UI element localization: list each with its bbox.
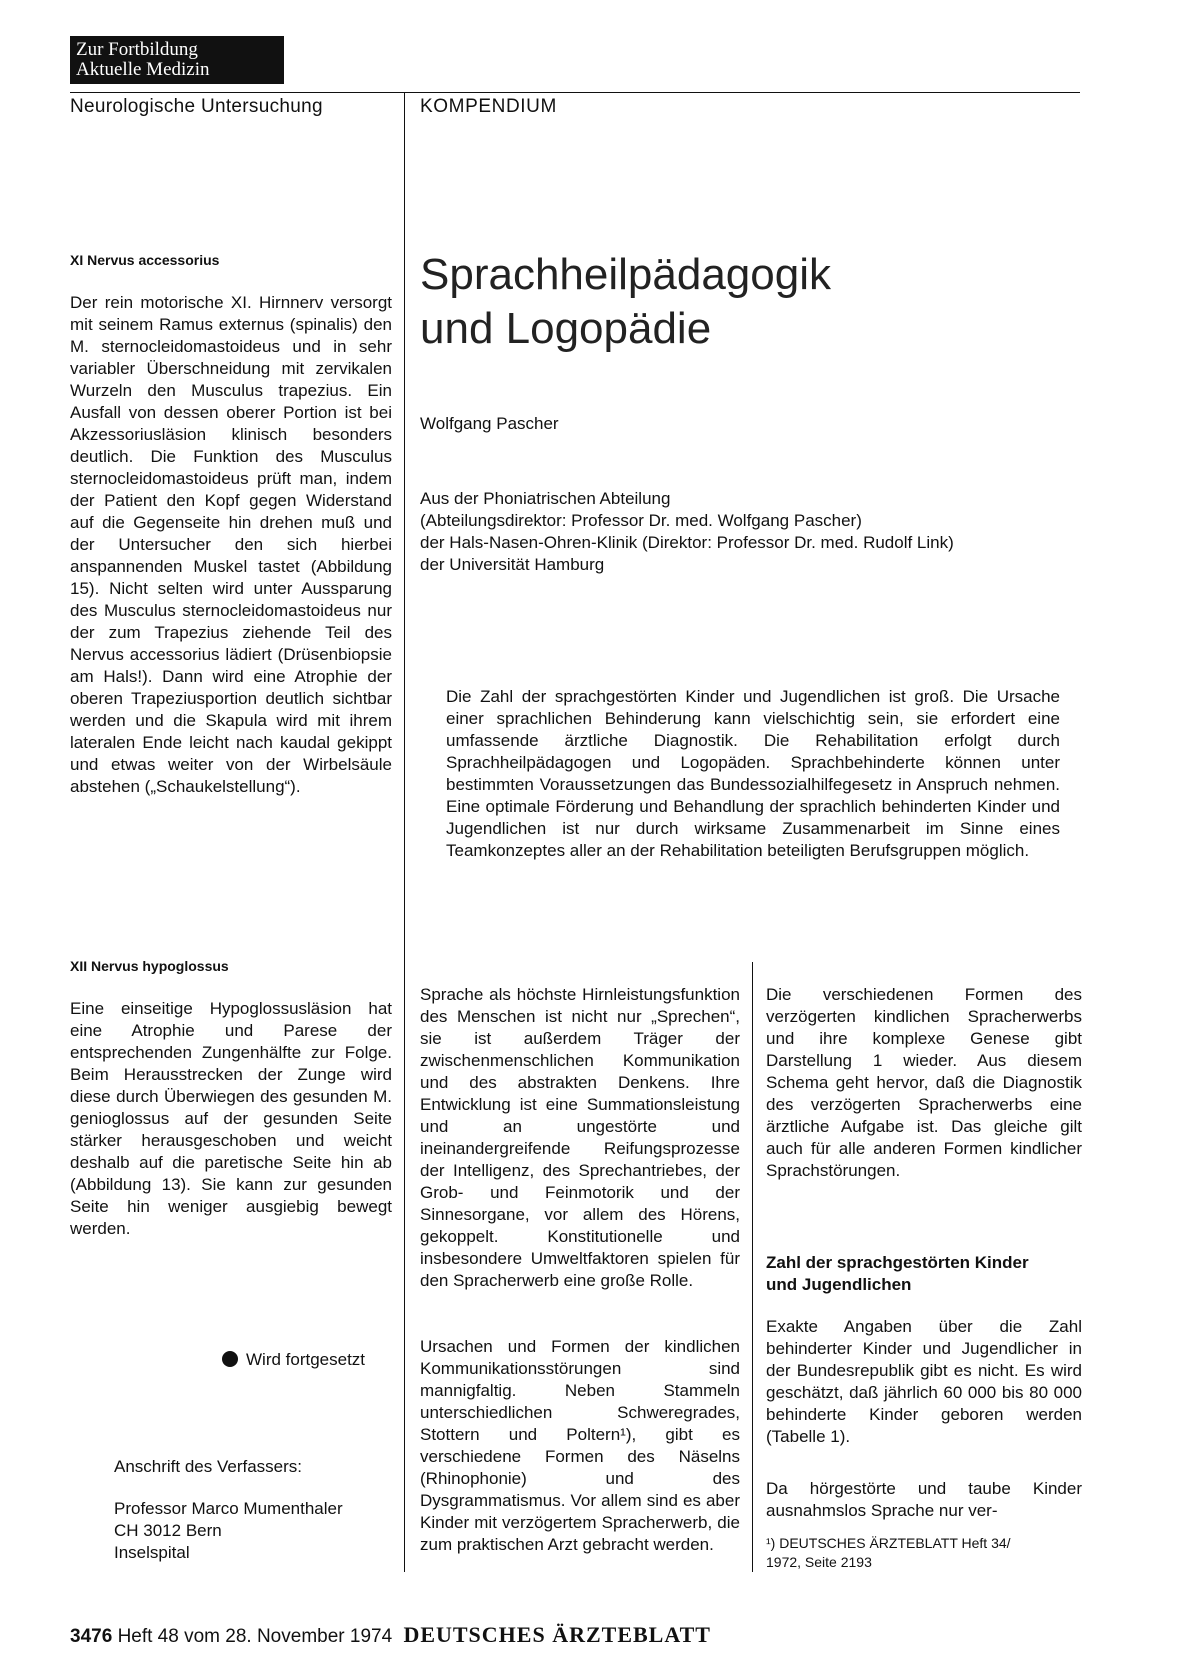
footnote [766, 1534, 1011, 1572]
paragraph-hoergestoert: Da hörgestörte und taube Kinder ausnahmslos Sprache nur ver- [766, 1479, 1082, 1520]
header-rule [70, 92, 1080, 93]
section-title-right: KOMPENDIUM [420, 96, 557, 117]
paragraph-ursachen: Ursachen und Formen der kindlichen Kommunikationsstörungen sind mannigfaltig. Neben Stammeln unterschiedlichen Schweregrades, Stottern und Poltern¹), gibt es verschiedene Formen des Näselns (Rhinophonie) und des Dysgrammatismus. Vor allem sind es aber Kinder mit verzögertem Spracherwerb, die zum praktischen Arzt gebracht werden. [420, 1337, 740, 1554]
affiliation [420, 488, 954, 576]
continued-note [222, 1350, 365, 1370]
badge-line-1: Zur Fortbildung [76, 39, 198, 60]
paragraph-formen: Die verschiedenen Formen des verzögerten kindlichen Spracherwerbs und ihre komplexe Genese gibt Darstellung 1 wieder. Aus diesem Schema geht hervor, daß die Diagnostik des verzögerten Spracherwerbs eine ärztliche Aufgabe ist. Das gleiche gilt auch für alle anderen Formen kindlicher Sprachstörungen. [766, 985, 1082, 1180]
footnote-line-1: ¹) DEUTSCHES ÄRZTEBLATT Heft 34/ [766, 1535, 1011, 1551]
affiliation-line-4: der Universität Hamburg [420, 555, 605, 574]
heading-zahl [766, 1252, 1029, 1296]
affiliation-line-2: (Abteilungsdirektor: Professor Dr. med. Wolfgang Pascher) [420, 511, 862, 530]
address-label: Anschrift des Verfassers: [114, 1457, 303, 1476]
address-institution: Inselspital [114, 1543, 190, 1562]
article-title [420, 248, 831, 356]
address-name: Professor Marco Mumenthaler [114, 1499, 343, 1518]
abstract: Die Zahl der sprachgestörten Kinder und Jugendlichen ist groß. Die Ursache einer sprachlichen Behinderung kann vielschichtig sein, sie erfordert eine umfassende ärztliche Diagnostik. Die Rehabilitation erfolgt durch Sprachheilpädagogen und Logopäden. Sprachbehinderte können unter bestimmten Voraussetzungen das Bundessozialhilfegesetz in Anspruch nehmen. Eine optimale Förderung und Behandlung der sprachlich behinderten Kinder und Jugendlichen ist nur durch wirksame Zusammenarbeit im Sinne eines Teamkonzeptes aller an der Rehabilitation beteiligten Berufsgruppen möglich. [446, 687, 1060, 860]
paragraph-zahl: Exakte Angaben über die Zahl behinderter Kinder und Jugendlicher in der Bundesrepublik gibt es nicht. Es wird geschätzt, daß jährlich 60 000 bis 80 000 behinderte Kinder geboren werden (Tabelle 1). [766, 1317, 1082, 1446]
column-divider-right [752, 962, 753, 1572]
column-divider [404, 92, 405, 1572]
title-line-1: Sprachheilpädagogik [420, 250, 831, 299]
page-footer [70, 1622, 711, 1648]
continued-label: Wird fortgesetzt [246, 1350, 366, 1369]
author: Wolfgang Pascher [420, 414, 559, 433]
magazine-name: DEUTSCHES ÄRZTEBLATT [403, 1622, 711, 1647]
address-city: CH 3012 Bern [114, 1521, 222, 1540]
paragraph-hypoglossus: Eine einseitige Hypoglossusläsion hat eine Atrophie und Parese der entsprechenden Zungenhälfte zur Folge. Beim Herausstrecken der Zunge wird diese durch Überwiegen des gesunden M. genioglossus auf der gesunden Seite stärker herausgeschoben und weicht deshalb auf die paretische Seite hin ab (Abbildung 13). Sie kann zur gesunden Seite hin weniger ausgiebig bewegt werden. [70, 999, 392, 1238]
address-block [114, 1456, 343, 1564]
paragraph-sprache: Sprache als höchste Hirnleistungsfunktion des Menschen ist nicht nur „Sprechen“, sie ist außerdem Träger der zwischenmenschlichen Kommunikation und des abstrakten Denkens. Ihre Entwicklung ist eine Summationsleistung und an ungestörte und ineinandergreifende Reifungsprozesse der Intelligenz, des Sprechantriebes, der Grob- und Feinmotorik und der Sinnesorgane, vor allem des Hörens, gekoppelt. Konstitutionelle und insbesondere Umweltfaktoren spielen für den Spracherwerb eine große Rolle. [420, 985, 740, 1290]
issue-info: Heft 48 vom 28. November 1974 [117, 1626, 393, 1647]
affiliation-line-3: der Hals-Nasen-Ohren-Klinik (Direktor: Professor Dr. med. Rudolf Link) [420, 533, 954, 552]
footnote-line-2: 1972, Seite 2193 [766, 1554, 872, 1570]
section-title-left: Neurologische Untersuchung [70, 96, 323, 117]
heading-accessorius: XI Nervus accessorius [70, 252, 220, 268]
bullet-icon [222, 1351, 238, 1367]
heading-hypoglossus: XII Nervus hypoglossus [70, 958, 229, 974]
heading-zahl-line-1: Zahl der sprachgestörten Kinder [766, 1253, 1029, 1272]
badge-line-2: Aktuelle Medizin [76, 59, 210, 80]
page-number: 3476 [70, 1626, 113, 1647]
affiliation-line-1: Aus der Phoniatrischen Abteilung [420, 489, 671, 508]
paragraph-accessorius: Der rein motorische XI. Hirnnerv versorgt mit seinem Ramus externus (spinalis) den M. sternocleidomastoideus und in sehr variabler Überschneidung mit zervikalen Wurzeln den Musculus trapezius. Ein Ausfall von dessen oberer Portion ist bei Akzessoriusläsion klinisch besonders deutlich. Die Funktion des Musculus sternocleidomastoideus prüft man, indem der Patient den Kopf gegen Widerstand auf die Gegenseite hin drehen muß und der Untersucher den sich hierbei anspannenden Muskel tastet (Abbildung 15). Nicht selten wird unter Aussparung des Musculus sternocleidomastoideus nur der zum Trapezius ziehende Teil des Nervus accessorius lädiert (Drüsenbiopsie am Hals!). Dann wird eine Atrophie der oberen Trapeziusportion deutlich sichtbar werden und die Skapula wird mit ihrem lateralen Ende leicht nach kaudal gekippt und etwas weiter von der Wirbelsäule abstehen („Schaukelstellung“). [70, 293, 392, 796]
title-line-2: und Logopädie [420, 304, 712, 353]
section-badge [70, 36, 284, 84]
heading-zahl-line-2: und Jugendlichen [766, 1275, 912, 1294]
